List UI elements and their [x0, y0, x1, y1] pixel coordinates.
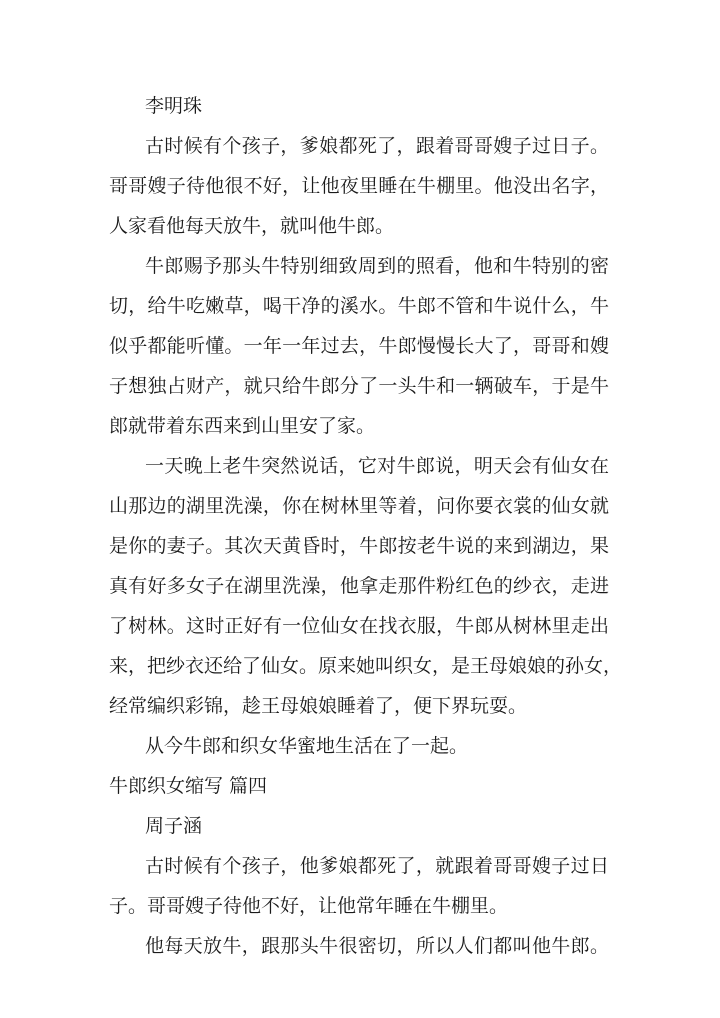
paragraph-line: 牛郎赐予那头牛特别细致周到的照看，他和牛特别的密	[145, 255, 609, 277]
paragraph-line: 郎就带着东西来到山里安了家。	[109, 415, 376, 437]
paragraph-line: 似乎都能听懂。一年一年过去，牛郎慢慢长大了，哥哥和嫂	[109, 335, 609, 357]
paragraph-line: 来，把纱衣还给了仙女。原来她叫织女，是王母娘娘的孙女，	[109, 655, 623, 677]
paragraph-line: 古时候有个孩子，爹娘都死了，跟着哥哥嫂子过日子。	[145, 135, 609, 157]
paragraph-line: 从今牛郎和织女华蜜地生活在了一起。	[145, 735, 469, 757]
paragraph-line: 了树林。这时正好有一位仙女在找衣服，牛郎从树林里走出	[109, 615, 609, 637]
paragraph-line: 切，给牛吃嫩草，喝干净的溪水。牛郎不管和牛说什么，牛	[109, 295, 609, 317]
paragraph-line: 子想独占财产，就只给牛郎分了一头牛和一辆破车，于是牛	[109, 375, 609, 397]
paragraph-line: 经常编织彩锦，趁王母娘娘睡着了，便下界玩耍。	[109, 695, 528, 717]
author-name: 李明珠	[145, 95, 203, 117]
paragraph-line: 真有好多女子在湖里洗澡，他拿走那件粉红色的纱衣，走进	[109, 575, 609, 597]
paragraph-line: 他每天放牛，跟那头牛很密切，所以人们都叫他牛郎。	[145, 935, 609, 957]
section-heading: 牛郎织女缩写 篇四	[109, 775, 268, 797]
document-body	[109, 86, 623, 966]
paragraph-line: 山那边的湖里洗澡，你在树林里等着，问你要衣裳的仙女就	[109, 495, 609, 517]
paragraph-line: 人家看他每天放牛，就叫他牛郎。	[109, 215, 395, 237]
paragraph-line: 子。哥哥嫂子待他不好，让他常年睡在牛棚里。	[109, 895, 509, 917]
paragraph-line: 哥哥嫂子待他很不好，让他夜里睡在牛棚里。他没出名字，	[109, 175, 609, 197]
paragraph-line: 是你的妻子。其次天黄昏时，牛郎按老牛说的来到湖边，果	[109, 535, 609, 557]
author-name: 周子涵	[145, 815, 203, 837]
paragraph-line: 古时候有个孩子，他爹娘都死了，就跟着哥哥嫂子过日	[145, 855, 609, 877]
paragraph-line: 一天晚上老牛突然说话，它对牛郎说，明天会有仙女在	[145, 455, 609, 477]
